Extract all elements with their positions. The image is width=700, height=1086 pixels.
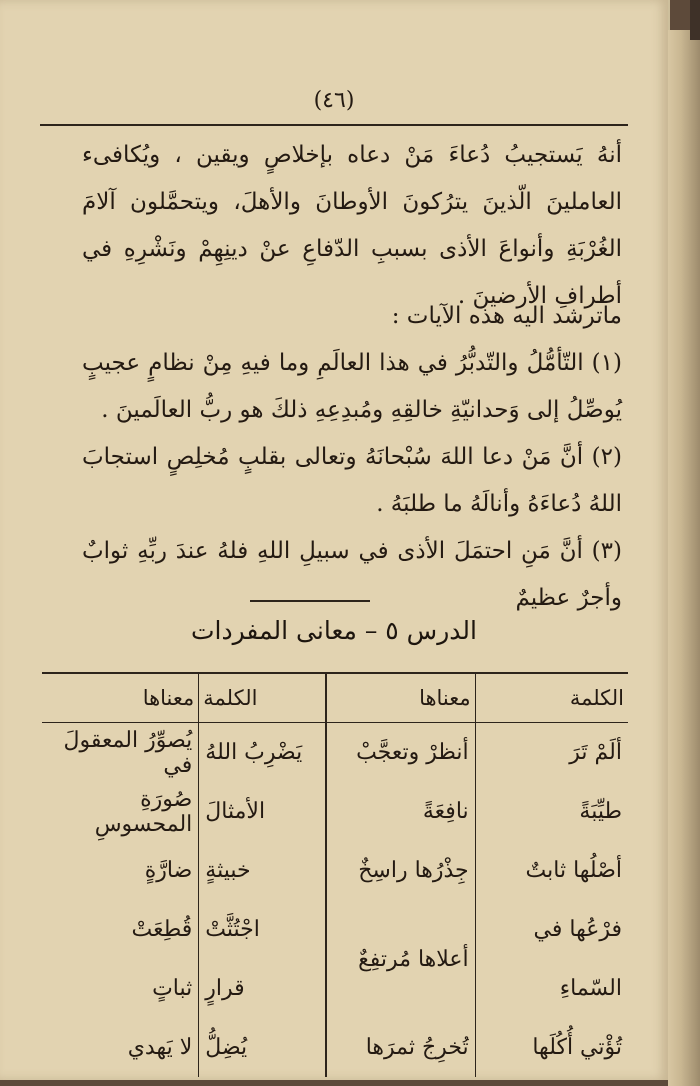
paragraph-3: (١) التّأمُّلُ والتّدبُّرُ في هذا العالَمِ وما فيهِ مِنْ نظامٍ عجيبٍ يُوصِّلُ إلى وَحدانيّةِ خالقِهِ ومُبدِعِهِ ذلكَ هو ربُّ العالَمينَ . xyxy=(82,350,622,423)
word-cell: يُضِلُّ xyxy=(199,1018,326,1077)
page-edge xyxy=(668,30,700,1086)
header-rule xyxy=(40,124,628,126)
word-cell: السّماءِ xyxy=(559,976,622,1001)
word-cell: خبيثةٍ xyxy=(199,841,326,900)
word-cell: ألَمْ تَرَ xyxy=(569,740,622,765)
meaning-cell: أعلاها مُرتفِعٌ xyxy=(326,900,476,1018)
table-row xyxy=(42,1018,628,1077)
meaning-cell: نافِعَةً xyxy=(326,782,476,841)
meaning-cell: جِذْرُها راسِخٌ xyxy=(326,841,476,900)
paragraph-1: أنهُ يَستجيبُ دُعاءَ مَنْ دعاه بإخلاصٍ ويقين ، ويُكافىء العاملينَ الّذينَ يترُكونَ الأوطانَ والأهلَ، ويتحمَّلون آلامَ الغُرْبَةِ وأنواعَ الأذى بسببِ الدّفاعِ عنْ دينِهِمْ ونَشْرِهِ في أطرافِ الأرضينَ . xyxy=(82,142,622,309)
table-row xyxy=(42,782,628,841)
paragraph-2: ماترشد اليه هذه الآيات : xyxy=(391,303,622,329)
meaning-cell: ضارَّةٍ xyxy=(144,858,193,883)
word-cell: يَضْرِبُ اللهُ xyxy=(199,723,326,783)
intro-paragraph xyxy=(82,132,622,320)
vocabulary-table xyxy=(42,672,628,1077)
word-cell: تُؤْتي أُكُلَها xyxy=(532,1035,622,1060)
page-corner xyxy=(690,0,700,40)
header-meaning-1: معناها xyxy=(326,673,476,723)
meaning-cell: ثباتٍ xyxy=(152,976,193,1001)
table-header-row xyxy=(42,673,628,723)
meaning-cell: لا يَهدي xyxy=(127,1035,193,1060)
list-block xyxy=(82,293,622,622)
word-cell: اجْتُثَّتْ xyxy=(199,900,326,959)
page-number: (٤٦) xyxy=(313,88,355,113)
paragraph-4: (٢) أنَّ مَنْ دعا اللهَ سُبْحانَهُ وتعالى بقلبٍ مُخلِصٍ استجابَ اللهُ دُعاءَهُ وأنالَهُ ما طلبَهُ . xyxy=(82,444,622,517)
word-cell: قرارٍ xyxy=(199,959,326,1018)
lesson-title: الدرس ٥ – معانى المفردات xyxy=(191,616,477,645)
meaning-cell: قُطِعَتْ xyxy=(131,917,193,942)
table-row xyxy=(42,723,628,783)
paragraph-5: (٣) أنَّ مَنِ احتمَلَ الأذى في سبيلِ اللهِ فلهُ عندَ ربِّهِ ثوابٌ وأجرٌ عظيمٌ xyxy=(82,538,622,611)
meaning-cell: أنظرْ وتعجَّبْ xyxy=(326,723,476,783)
meaning-cell: يُصوِّرُ المعقولَ في xyxy=(63,727,193,778)
header-word-1: الكلمة xyxy=(475,673,628,723)
header-word-2: الكلمة xyxy=(199,673,326,723)
table-row xyxy=(42,841,628,900)
word-cell: أصْلُها ثابتٌ xyxy=(525,858,622,883)
section-divider xyxy=(250,600,370,602)
word-cell: طيِّبَةً xyxy=(579,799,622,824)
table-row xyxy=(42,900,628,959)
meaning-cell: تُخرِجُ ثمرَها xyxy=(326,1018,476,1077)
word-cell: الأمثالَ xyxy=(199,782,326,841)
meaning-cell: صُورَةِ المحسوسِ xyxy=(94,786,193,837)
word-cell: فرْعُها في xyxy=(533,917,622,942)
header-meaning-2: معناها xyxy=(42,673,199,723)
